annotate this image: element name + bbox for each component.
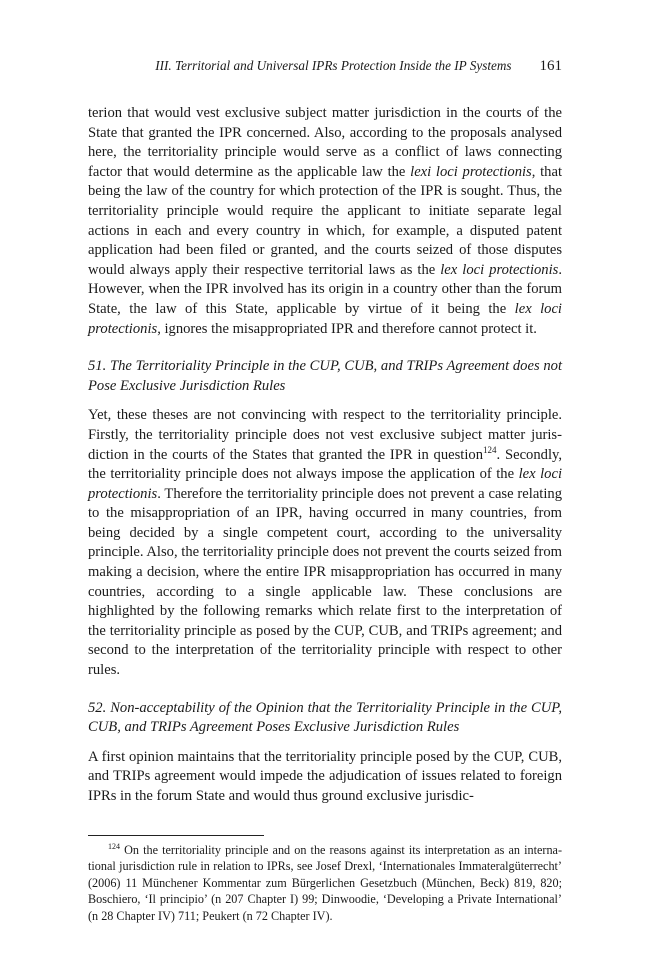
body-paragraph-1 xyxy=(88,104,562,339)
footnote-124 xyxy=(88,842,562,925)
footnote-divider xyxy=(88,835,264,836)
italic-term: lex loci protectionis xyxy=(440,261,559,278)
text-run: A first opinion maintains that the territoriality principle posed by the CUP, CUB, and TRIPs agreement would impede the adjudication of issues related to foreign IPRs in the forum State and would thus ground exclusive jurisdic- xyxy=(88,748,562,804)
italic-term: lex loci protectionis xyxy=(88,466,562,502)
page-number: 161 xyxy=(539,58,562,74)
section-heading-51: 51. The Territoriality Principle in the CUP, CUB, and TRIPs Agreement does not Pose Exclusive Jurisdiction Rules xyxy=(88,358,562,394)
text-run: . Secondly, the territoriality principle does not always impose the application of the xyxy=(88,446,562,483)
book-page xyxy=(88,58,562,925)
text-run: , that being the law of the country for which protection of the IPR is sought. Thus, the territoriality principle would require the applicant to initiate separate legal actions in each and every country in which, for example, a disputed patent application had been filed or granted, and the courts seized of those disputes would always apply their respective territorial laws as the xyxy=(88,163,562,278)
text-run: . Therefore the territoriality principle does not prevent a case relating to the misappropriation of an IPR, having occurred in many countries, from being decided by a single competent court, according to the universality principle. Also, the territoriality principle does not prevent the courts seized from making a decision, where the entire IPR misappropriation has occurred in many countries, according to a single applicable law. These conclusions are highlighted by the following remarks which relate first to the interpretation of the territoriality principle as posed by the CUP, CUB, and TRIPs agreement; and second to the interpretation of the territoriality principle with respect to other rules. xyxy=(88,485,562,679)
italic-term: lexi loci protectionis xyxy=(410,163,532,180)
italic-term: lex loci protectionis xyxy=(88,300,562,337)
running-header xyxy=(88,58,562,82)
text-run: Yet, these theses are not convincing with respect to the territoriality principle. Firstly, the territoriality principle does not vest exclusive subject matter jurisdiction in the courts of the States that granted the IPR in question xyxy=(88,407,562,463)
footnote-reference[interactable]: 124 xyxy=(483,444,497,455)
running-title: III. Territorial and Universal IPRs Protection Inside the IP Systems xyxy=(155,58,512,73)
body-paragraph-2 xyxy=(88,406,562,680)
text-run: , ignores the misappropriated IPR and therefore cannot protect it. xyxy=(157,320,537,337)
text-run: terion that would vest exclusive subject matter jurisdiction in the courts of the State that granted the IPR concerned. Also, according to the proposals analysed here, the territoriality principle would serve as a conflict of laws connecting factor that would determine as the applicable law the xyxy=(88,105,562,180)
text-run: . However, when the IPR involved has its origin in a country other than the forum State, the law of this State, applicable by virtue of it being the xyxy=(88,261,562,317)
footnote-number: 124 xyxy=(108,841,120,851)
footnote-text: On the territoriality principle and on the reasons against its interpretation as an international jurisdiction rule in relation to IPRs, see Josef Drexl, ‘Internationales Immateralgüterrecht’ (2006) 11 Münchener Kommentar zum Bürgerlichen Gesetzbuch (München, Beck) 819, 820; Boschiero, ‘Il principio’ (n 207 Chapter I) 99; Dinwoodie, ‘Developing a Private International’ (n 28 Chapter IV) 711; Peukert (n 72 Chapter IV). xyxy=(88,842,563,923)
section-heading-52: 52. Non-acceptability of the Opinion that the Territoriality Principle in the CUP, CUB, and TRIPs Agreement Poses Exclusive Jurisdiction Rules xyxy=(88,699,562,736)
body-paragraph-3 xyxy=(88,748,562,807)
